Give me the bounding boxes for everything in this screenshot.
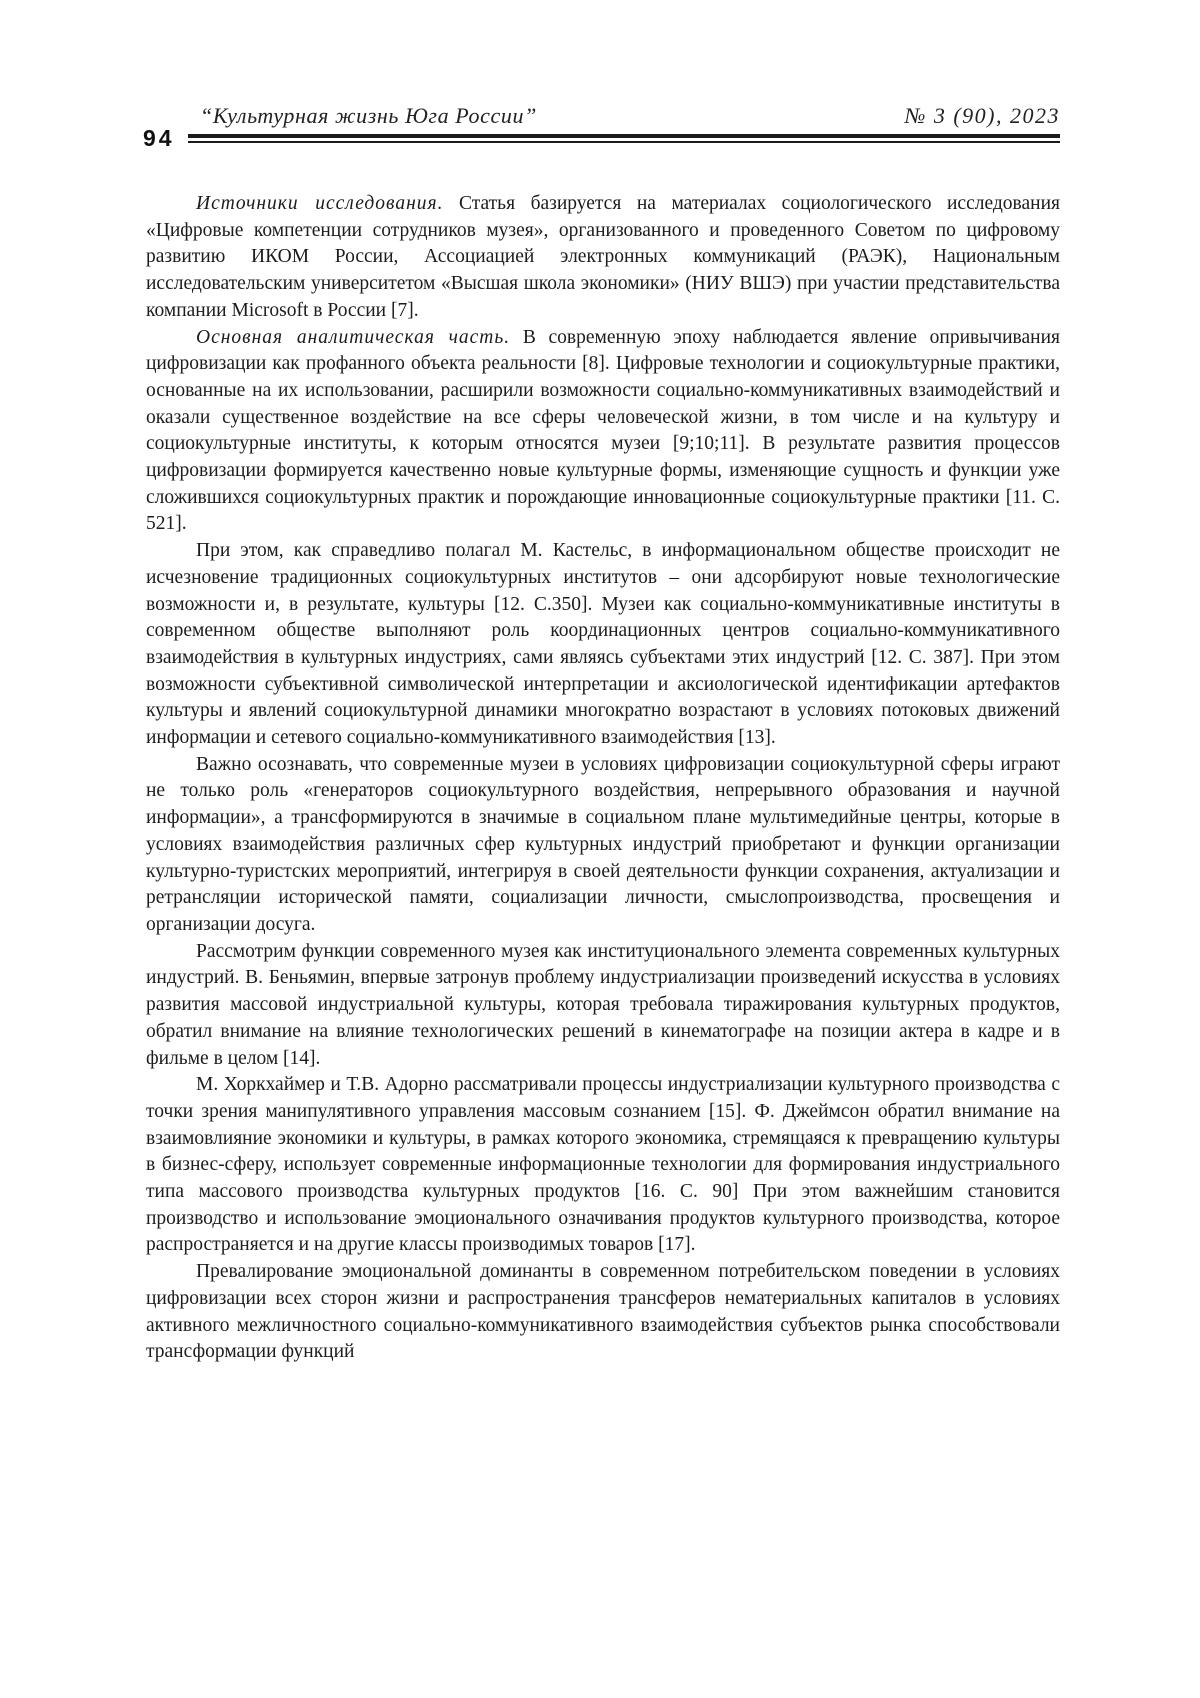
paragraph-benjamin [146,939,1060,1073]
header-rule-thin [188,141,1060,143]
paragraph-sources [146,191,1060,325]
header-rule-thick [188,134,1060,138]
paragraph-analysis [146,325,1060,539]
article-body [146,191,1060,1366]
paragraph-museums [146,752,1060,939]
paragraph-emotional [146,1259,1060,1366]
paragraph-lead: Основная аналитическая часть. [196,326,511,348]
paragraph-text: Рассмотрим функции современного музея как институционального элемента современных культурных индустрий. В. Беньямин, впервые затронув проблему индустриализации произведений искусства в условиях развития массовой индустриальной культуры, которая требовала тиражирования культурных продуктов, обратил внимание на влияние технологических решений в кинематографе на позиции актера в кадре и в фильме в целом [14]. [146,940,1060,1069]
paragraph-lead: Источники исследования. [196,193,444,214]
paragraph-text: Превалирование эмоциональной доминанты в современном потребительском поведении в условиях цифровизации всех сторон жизни и распространения трансферов нематериальных капиталов в условиях активного межличностного социально-коммуникативного взаимодействия субъектов рынка способствовали трансформации функций [146,1261,1060,1363]
paragraph-text: М. Хоркхаймер и Т.В. Адорно рассматривали процессы индустриализации культурного производства с точки зрения манипулятивного управления массовым сознанием [15]. Ф. Джеймсон обратил внимание на взаимовлияние экономики и культуры, в рамках которого экономика, стремящаяся к превращению культуры в бизнес-сферу, использует современные информационные технологии для формирования индустриального типа массового производства культурных продуктов [16. С. 90] При этом важнейшим становится производство и использование эмоционального означивания продуктов культурного производства, которое распространяется и на другие классы производимых товаров [17]. [146,1074,1060,1256]
journal-title: “Культурная жизнь Юга России” [200,103,537,128]
page-number: 94 [143,125,175,151]
paragraph-text: Важно осознавать, что современные музеи в условиях цифровизации социокультурной сферы играют не только роль «генераторов социокультурного воздействия, непрерывного образования и научной информации», а трансформируются в значимые в социальном плане мультимедийные центры, которые в условиях взаимодействия различных сфер культурных индустрий приобретают и функции организации культурно-туристских мероприятий, интегрируя в своей деятельности функции сохранения, актуализации и ретрансляции исторической памяти, социализации личности, смыслопроизводства, просвещения и организации досуга. [146,753,1060,935]
paragraph-castells [146,538,1060,752]
paragraph-text: В современную эпоху наблюдается явление опривычивания цифровизации как профанного объекта реальности [8]. Цифровые технологии и социокультурные практики, основанные на их использовании, расширили возможности социально-коммуникативных взаимодействий и оказали существенное воздействие на все сферы человеческой жизни, в том числе и на культуру и социокультурные институты, к которым относятся музеи [9;10;11]. В результате развития процессов цифровизации формируется качественно новые культурные формы, изменяющие сущность и функции уже сложившихся социокультурных практик и порождающие инновационные социокультурные практики [11. С. 521]. [146,326,1061,535]
paragraph-text: Статья базируется на материалах социологического исследования «Цифровые компетенции сотрудников музея», организованного и проведенного Советом по цифровому развитию ИКОМ России, Ассоциацией электронных коммуникаций (РАЭК), Национальным исследовательским университетом «Высшая школа экономики» (НИУ ВШЭ) при участии представительства компании Microsoft в России [7]. [146,193,1060,321]
issue-info: № 3 (90), 2023 [904,103,1060,128]
paragraph-text: При этом, как справедливо полагал М. Кастельс, в информациональном обществе происходит не исчезновение традиционных социокультурных институтов – они адсорбируют новые технологические возможности и, в результате, культуры [12. С.350]. Музеи как социально-коммуникативные институты в современном обществе выполняют роль координационных центров социально-коммуникативного взаимодействия в культурных индустриях, сами являясь субъектами этих индустрий [12. С. 387]. При этом возможности субъективной символической интерпретации и аксиологической идентификации артефактов культуры и явлений социокультурной динамики многократно возрастают в условиях потоковых движений информации и сетевого социально-коммуникативного взаимодействия [13]. [146,540,1060,749]
paragraph-horkheimer [146,1072,1060,1259]
